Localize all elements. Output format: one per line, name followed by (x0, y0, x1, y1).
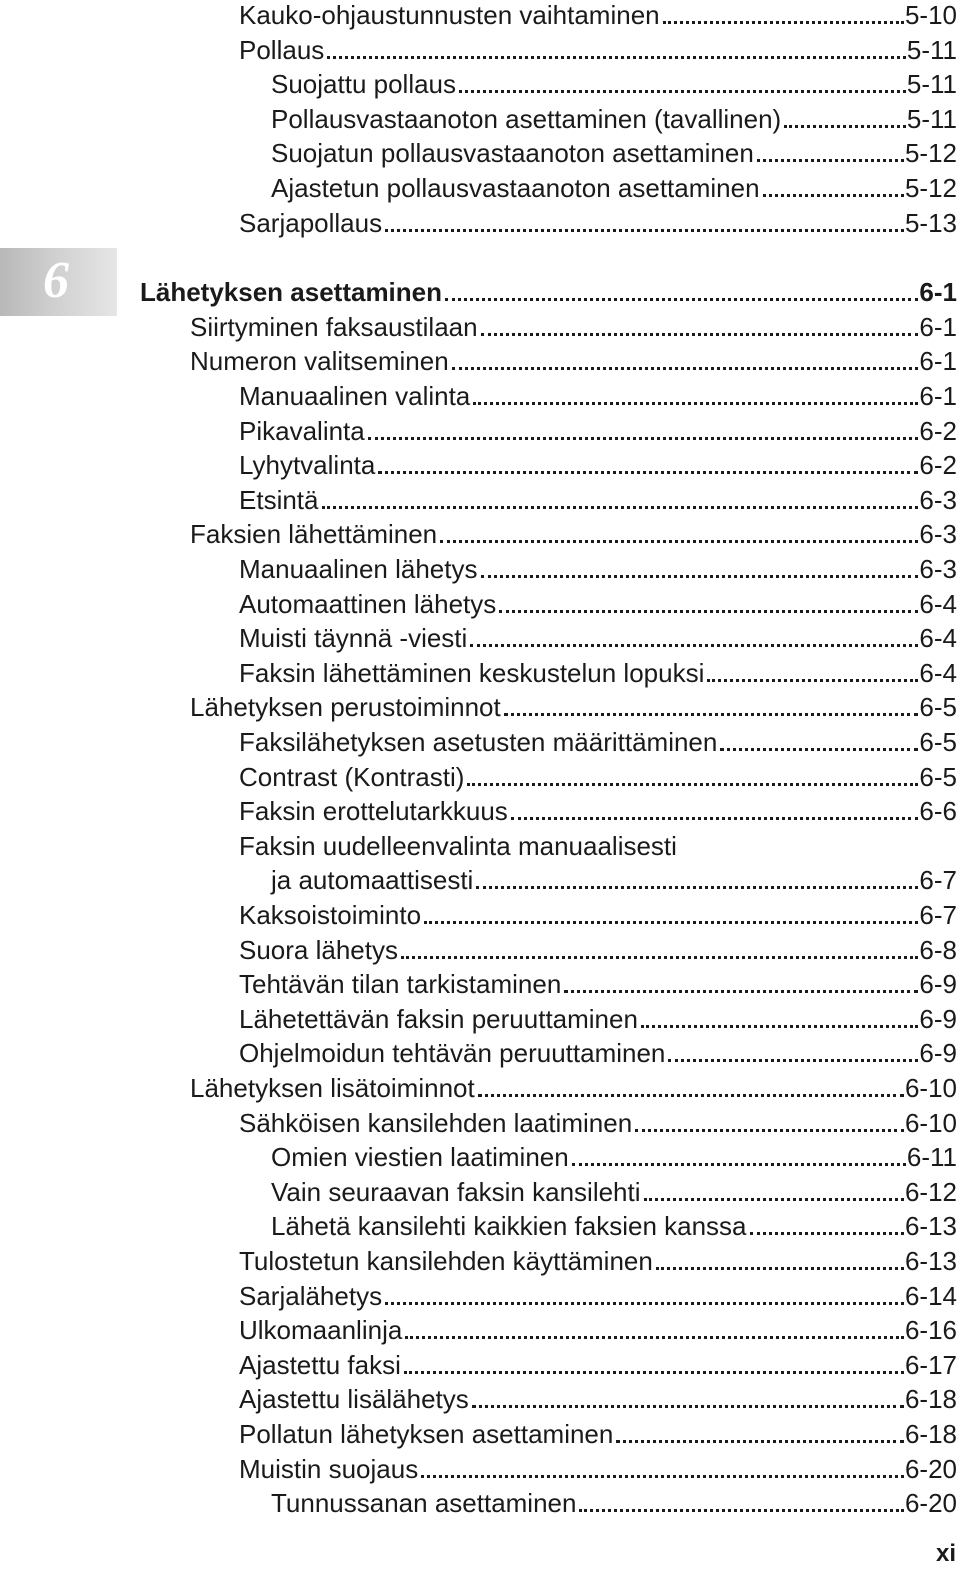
toc-entry-page: 6-4 (919, 589, 957, 619)
toc-entry-page: 6-1 (919, 312, 957, 342)
toc-entry-title: Sähköisen kansilehden laatiminen (239, 1108, 633, 1138)
toc-entry (239, 723, 957, 757)
toc-entry (190, 688, 957, 722)
toc-entry-title: Lähetettävän faksin peruuttaminen (239, 1004, 638, 1034)
toc-entry (239, 1277, 957, 1311)
toc-entry (239, 1000, 957, 1034)
toc-entry-page: 6-20 (904, 1454, 957, 1484)
toc-entry-page: 6-1 (919, 381, 957, 411)
toc-entry-title: Tulostetun kansilehden käyttäminen (239, 1246, 653, 1276)
toc-entry-page: 6-3 (919, 485, 957, 515)
toc-entry-title: Lyhytvalinta (239, 450, 376, 480)
toc-entry-title: Faksien lähettäminen (190, 519, 438, 549)
toc-entry-page: 6-18 (904, 1419, 957, 1449)
toc-entry-page: 6-13 (904, 1211, 957, 1241)
toc-entry-title: Faksin lähettäminen keskustelun lopuksi (239, 658, 705, 688)
toc-entry-title: Contrast (Kontrasti) (239, 762, 465, 792)
toc-entry (239, 1380, 957, 1414)
dot-leader (440, 530, 918, 543)
dot-leader (378, 461, 918, 474)
dot-leader (481, 323, 919, 336)
toc-entry-title: Suora lähetys (239, 935, 398, 965)
toc-entry-page: 6-2 (919, 450, 957, 480)
toc-entry-page: 5-11 (906, 104, 957, 134)
dot-leader (641, 1015, 918, 1028)
toc-entry (239, 758, 957, 792)
dot-leader (385, 1292, 904, 1305)
toc-entry (239, 965, 957, 999)
toc-entry-title: Pollausvastaanoton asettaminen (tavallinen) (271, 104, 782, 134)
toc-entry-title: Sarjapollaus (239, 208, 383, 238)
toc-entry-page: 6-5 (919, 762, 957, 792)
dot-leader (459, 80, 906, 93)
dot-leader (421, 1465, 904, 1478)
toc-entry-title: Tehtävän tilan tarkistaminen (239, 969, 562, 999)
toc-entry (239, 827, 957, 861)
toc-entry (271, 1173, 957, 1207)
dot-leader (322, 496, 919, 509)
toc-entry (271, 169, 957, 203)
toc-entry (239, 31, 957, 65)
toc-entry (271, 1484, 957, 1518)
toc-entry (239, 1415, 957, 1449)
toc-entry-page: 6-14 (904, 1281, 957, 1311)
toc-entry-page: 6-2 (919, 416, 957, 446)
toc-entry-title: Faksin erottelutarkkuus (239, 796, 508, 826)
toc-entry-title: Faksilähetyksen asetusten määrittäminen (239, 727, 718, 757)
toc-entry-page: 5-11 (906, 69, 957, 99)
dot-leader (757, 149, 904, 162)
dot-leader (750, 1222, 904, 1235)
toc-entry-page: 5-10 (904, 0, 957, 30)
toc-entry (239, 1346, 957, 1380)
toc-entry-page: 6-7 (919, 900, 957, 930)
toc-entry-page: 6-20 (904, 1488, 957, 1518)
dot-leader (763, 184, 904, 197)
toc-entry-title: Lähetyksen lisätoiminnot (190, 1073, 475, 1103)
toc-entry-title: Pikavalinta (239, 416, 365, 446)
toc-entry-title: Kauko-ohjaustunnusten vaihtaminen (239, 0, 660, 30)
dot-leader (656, 1257, 904, 1270)
toc-chapter-entry (140, 273, 957, 307)
dot-leader (473, 392, 918, 405)
toc-entry (271, 134, 957, 168)
dot-leader (327, 46, 906, 59)
dot-leader (368, 427, 919, 440)
toc-entry (239, 550, 957, 584)
toc-entry (239, 1450, 957, 1484)
toc-entry-title: Suojatun pollausvastaanoton asettaminen (271, 138, 754, 168)
toc-entry-title: ja automaattisesti (271, 865, 474, 895)
dot-leader (404, 1361, 904, 1374)
toc-entry (239, 1311, 957, 1345)
toc-entry-page: 6-9 (919, 1004, 957, 1034)
toc-entry-title: Manuaalinen lähetys (239, 554, 478, 584)
toc-entry-page: 6-3 (919, 554, 957, 584)
toc-entry (239, 931, 957, 965)
toc-entry (239, 1034, 957, 1068)
dot-leader (385, 219, 904, 232)
toc-entry-title: Ajastettu lisälähetys (239, 1384, 469, 1414)
toc-entry (239, 619, 957, 653)
toc-entry (190, 515, 957, 549)
toc-entry-page: 6-10 (904, 1073, 957, 1103)
toc-entry-page: 6-13 (904, 1246, 957, 1276)
toc-entry (271, 861, 957, 895)
toc-entry (239, 654, 957, 688)
toc-entry-page: 6-1 (919, 277, 957, 307)
toc-entry-title: Tunnussanan asettaminen (271, 1488, 577, 1518)
toc-entry-title: Kaksoistoiminto (239, 900, 422, 930)
toc-entry-page: 5-12 (904, 173, 957, 203)
dot-leader (467, 773, 918, 786)
toc-entry-page: 6-18 (904, 1384, 957, 1414)
page-number: xi (935, 1540, 956, 1567)
toc-entry-page: 6-9 (919, 1038, 957, 1068)
toc-entry (271, 65, 957, 99)
toc-entry-title: Lähetä kansilehti kaikkien faksien kanssa (271, 1211, 747, 1241)
toc-entry (239, 1104, 957, 1138)
toc-entry-page: 6-5 (919, 727, 957, 757)
dot-leader (511, 807, 919, 820)
toc-entry-title: Faksin uudelleenvalinta manuaalisesti (239, 831, 677, 861)
toc-entry-page: 6-6 (919, 796, 957, 826)
toc-entry-page: 6-12 (904, 1177, 957, 1207)
toc-entry-page: 6-1 (919, 346, 957, 376)
toc-entry (239, 585, 957, 619)
dot-leader (663, 11, 904, 24)
toc-entry (239, 1242, 957, 1276)
toc-entry-page: 6-3 (919, 519, 957, 549)
toc-entry-title: Muistin suojaus (239, 1454, 419, 1484)
toc-entry-page: 6-17 (904, 1350, 957, 1380)
toc-entry (271, 100, 957, 134)
toc-entry-title: Numeron valitseminen (190, 346, 449, 376)
toc-entry (239, 481, 957, 515)
toc-entry (271, 1207, 957, 1241)
toc-entry-page: 6-4 (919, 658, 957, 688)
toc-entry-title: Omien viestien laatiminen (271, 1142, 569, 1172)
toc-entry-title: Etsintä (239, 485, 319, 515)
dot-leader (707, 669, 918, 682)
toc-entry-title: Ajastettu faksi (239, 1350, 401, 1380)
toc-entry-page: 6-8 (919, 935, 957, 965)
toc-entry (239, 412, 957, 446)
toc-entry-page: 5-11 (906, 35, 957, 65)
toc-entry (239, 0, 957, 30)
toc-entry-title: Ajastetun pollausvastaanoton asettaminen (271, 173, 760, 203)
toc-entry-title: Pollaus (239, 35, 325, 65)
toc-entry (190, 342, 957, 376)
toc-entry-page: 5-12 (904, 138, 957, 168)
toc-entry-title: Lähetyksen asettaminen (140, 277, 443, 307)
toc-entry-page: 6-10 (904, 1108, 957, 1138)
toc-entry-title: Suojattu pollaus (271, 69, 457, 99)
dot-leader (470, 634, 918, 647)
toc-entry (239, 896, 957, 930)
toc-entry (190, 308, 957, 342)
dot-leader (564, 980, 918, 993)
dot-leader (579, 1499, 903, 1512)
toc-entry (239, 792, 957, 826)
dot-leader (405, 1326, 904, 1339)
chapter-number: 6 (43, 252, 69, 309)
dot-leader (478, 1084, 904, 1097)
toc-entry-title: Lähetyksen perustoiminnot (190, 692, 501, 722)
toc-entry-title: Manuaalinen valinta (239, 381, 471, 411)
dot-leader (445, 288, 918, 301)
toc-entry-page: 6-4 (919, 623, 957, 653)
dot-leader (572, 1153, 906, 1166)
dot-leader (499, 600, 918, 613)
dot-leader (668, 1049, 918, 1062)
dot-leader (720, 738, 918, 751)
dot-leader (616, 1430, 904, 1443)
toc-entry-title: Automaattinen lähetys (239, 589, 497, 619)
toc-entry-page: 5-13 (904, 208, 957, 238)
dot-leader (644, 1188, 904, 1201)
toc-entry (271, 1138, 957, 1172)
dot-leader (635, 1119, 904, 1132)
dot-leader (424, 911, 918, 924)
dot-leader (784, 115, 906, 128)
toc-entry (239, 377, 957, 411)
dot-leader (452, 357, 919, 370)
toc-entry-title: Pollatun lähetyksen asettaminen (239, 1419, 614, 1449)
toc-entry-page: 6-7 (919, 865, 957, 895)
toc-entry-title: Muisti täynnä -viesti (239, 623, 468, 653)
toc-entry-title: Siirtyminen faksaustilaan (190, 312, 478, 342)
toc-entry-page: 6-11 (906, 1142, 957, 1172)
toc-entry-title: Ulkomaanlinja (239, 1315, 403, 1345)
toc-entry-title: Ohjelmoidun tehtävän peruuttaminen (239, 1038, 666, 1068)
toc-entry (239, 446, 957, 480)
toc-entry-page: 6-5 (919, 692, 957, 722)
toc-entry-page: 6-9 (919, 969, 957, 999)
toc-entry (239, 204, 957, 238)
dot-leader (504, 703, 919, 716)
dot-leader (401, 946, 918, 959)
dot-leader (476, 876, 918, 889)
dot-leader (481, 565, 919, 578)
toc-entry-title: Sarjalähetys (239, 1281, 383, 1311)
dot-leader (472, 1395, 904, 1408)
toc-entry-title: Vain seuraavan faksin kansilehti (271, 1177, 641, 1207)
toc-entry-page: 6-16 (904, 1315, 957, 1345)
toc-entry (190, 1069, 957, 1103)
